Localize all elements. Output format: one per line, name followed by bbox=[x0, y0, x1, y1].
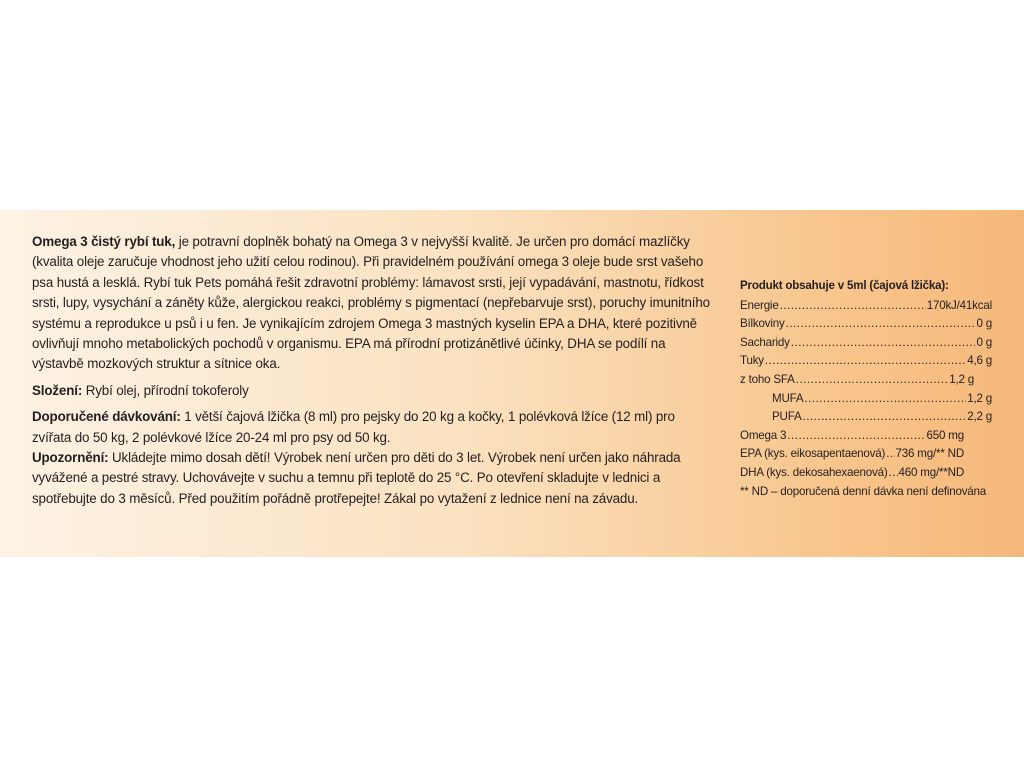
nutrient-value: 1,2 g bbox=[967, 391, 992, 405]
nutrient-value: 4,6 g bbox=[967, 354, 992, 368]
dosage-label: Doporučené dávkování: bbox=[32, 409, 181, 425]
leader-dots bbox=[787, 427, 925, 446]
leader-dots bbox=[889, 464, 898, 483]
nutrient-name: PUFA bbox=[772, 410, 802, 424]
leader-dots bbox=[786, 315, 976, 334]
nutrient-value: 460 mg/**ND bbox=[898, 465, 964, 479]
nutrient-name: MUFA bbox=[772, 391, 804, 405]
nutrient-name: Omega 3 bbox=[740, 428, 787, 442]
nutrient-value: 1,2 g bbox=[949, 372, 974, 386]
nutrient-name: Energie bbox=[740, 298, 779, 312]
dosage bbox=[32, 407, 712, 448]
nutrition-row-energy bbox=[740, 297, 992, 316]
nutrient-name: DHA (kys. dekosahexaenová) bbox=[740, 465, 888, 479]
composition-text: Rybí olej, přírodní tokoferoly bbox=[82, 382, 249, 398]
nutrient-value: 736 mg/** ND bbox=[895, 447, 964, 461]
warning-text: Ukládejte mimo dosah dětí! Výrobek není určen pro děti do 3 let. Výrobek není určen jako náhrada vyvážené a pestré stravy. Uchovávejte v suchu a temnu při teplotě do 25 °C. Po otevření skladujte v lednici a spotřebujte do 3 měsíců. Před použitím pořádně protřepejte! Zákal po vytažení z lednice není na závadu. bbox=[32, 450, 681, 506]
nutrient-name: EPA (kys. eikosapentaenová) bbox=[740, 447, 886, 461]
nutrition-row-protein bbox=[740, 315, 992, 334]
nutrition-row-sfa bbox=[740, 371, 992, 390]
nutrition-row-pufa bbox=[740, 408, 992, 427]
nutrition-row-mufa bbox=[740, 390, 992, 409]
product-description-text: je potravní doplněk bohatý na Omega 3 v nejvyšší kvalitě. Je určen pro domácí mazlíčky (kvalita oleje zaručuje vhodnost jeho užití celou rodinou). Při pravidelném používání omega 3 oleje bude srst vašeho psa hustá a lesklá. Rybí tuk Pets pomáhá řešit zdravotní problémy: lámavost srsti, její vypadávání, mastnotu, řídkost srsti, lupy, vysychání a záněty kůže, alergickou reakci, problémy s pigmentací (nepřebarvuje srst), poruchy imunitního systému a reprodukce u psů i u fen. Je vynikajícím zdrojem Omega 3 mastných kyselin EPA a DHA, které pozitivně ovlivňují mnoho metabolických pochodů v organismu. EPA má přírodní protizánětlivé účinky, DHA se podílí na výstavbě mozkových struktur a sítnice oka. bbox=[32, 234, 710, 372]
nutrition-row-fat bbox=[740, 352, 992, 371]
composition-label: Složení: bbox=[32, 382, 83, 398]
leader-dots bbox=[765, 352, 966, 371]
nutrient-value: 650 mg bbox=[926, 428, 964, 442]
nutrient-value: 0 g bbox=[976, 317, 992, 331]
nutrient-value: 170kJ/41kcal bbox=[926, 298, 992, 312]
leader-dots bbox=[804, 390, 966, 409]
product-description bbox=[32, 232, 712, 375]
nutrient-name: Bílkoviny bbox=[740, 317, 785, 331]
product-label bbox=[0, 210, 1024, 557]
product-name: Omega 3 čistý rybí tuk, bbox=[32, 234, 176, 249]
description-block bbox=[32, 232, 712, 509]
leader-dots bbox=[791, 334, 976, 353]
leader-dots bbox=[886, 445, 894, 464]
nutrition-title: Produkt obsahuje v 5ml (čajová lžička): bbox=[740, 279, 949, 292]
leader-dots bbox=[780, 297, 926, 316]
nutrient-name: z toho SFA bbox=[740, 372, 795, 386]
nutrition-table bbox=[740, 277, 992, 501]
leader-dots bbox=[796, 371, 948, 390]
nutrient-name: Sacharidy bbox=[740, 335, 790, 349]
nutrition-row-omega3 bbox=[740, 427, 992, 446]
nutrient-name: Tuky bbox=[740, 354, 764, 368]
nutrition-row-dha bbox=[740, 464, 992, 483]
nutrient-value: 0 g bbox=[976, 335, 992, 349]
nutrient-value: 2,2 g bbox=[967, 410, 992, 424]
leader-dots bbox=[802, 408, 966, 427]
nutrition-footnote: ** ND – doporučená denní dávka není definována bbox=[740, 484, 987, 498]
nutrition-row-epa bbox=[740, 445, 992, 464]
nutrition-row-carbs bbox=[740, 334, 992, 353]
warning-label: Upozornění: bbox=[32, 450, 109, 466]
dosage-text: 1 větší čajová lžička (8 ml) pro pejsky do 20 kg a kočky, 1 polévková lžíce (12 ml) pro zvířata do 50 kg, 2 polévkové lžíce 20-24 ml pro psy od 50 kg. bbox=[32, 409, 675, 445]
composition bbox=[32, 381, 712, 401]
warning bbox=[32, 448, 712, 509]
